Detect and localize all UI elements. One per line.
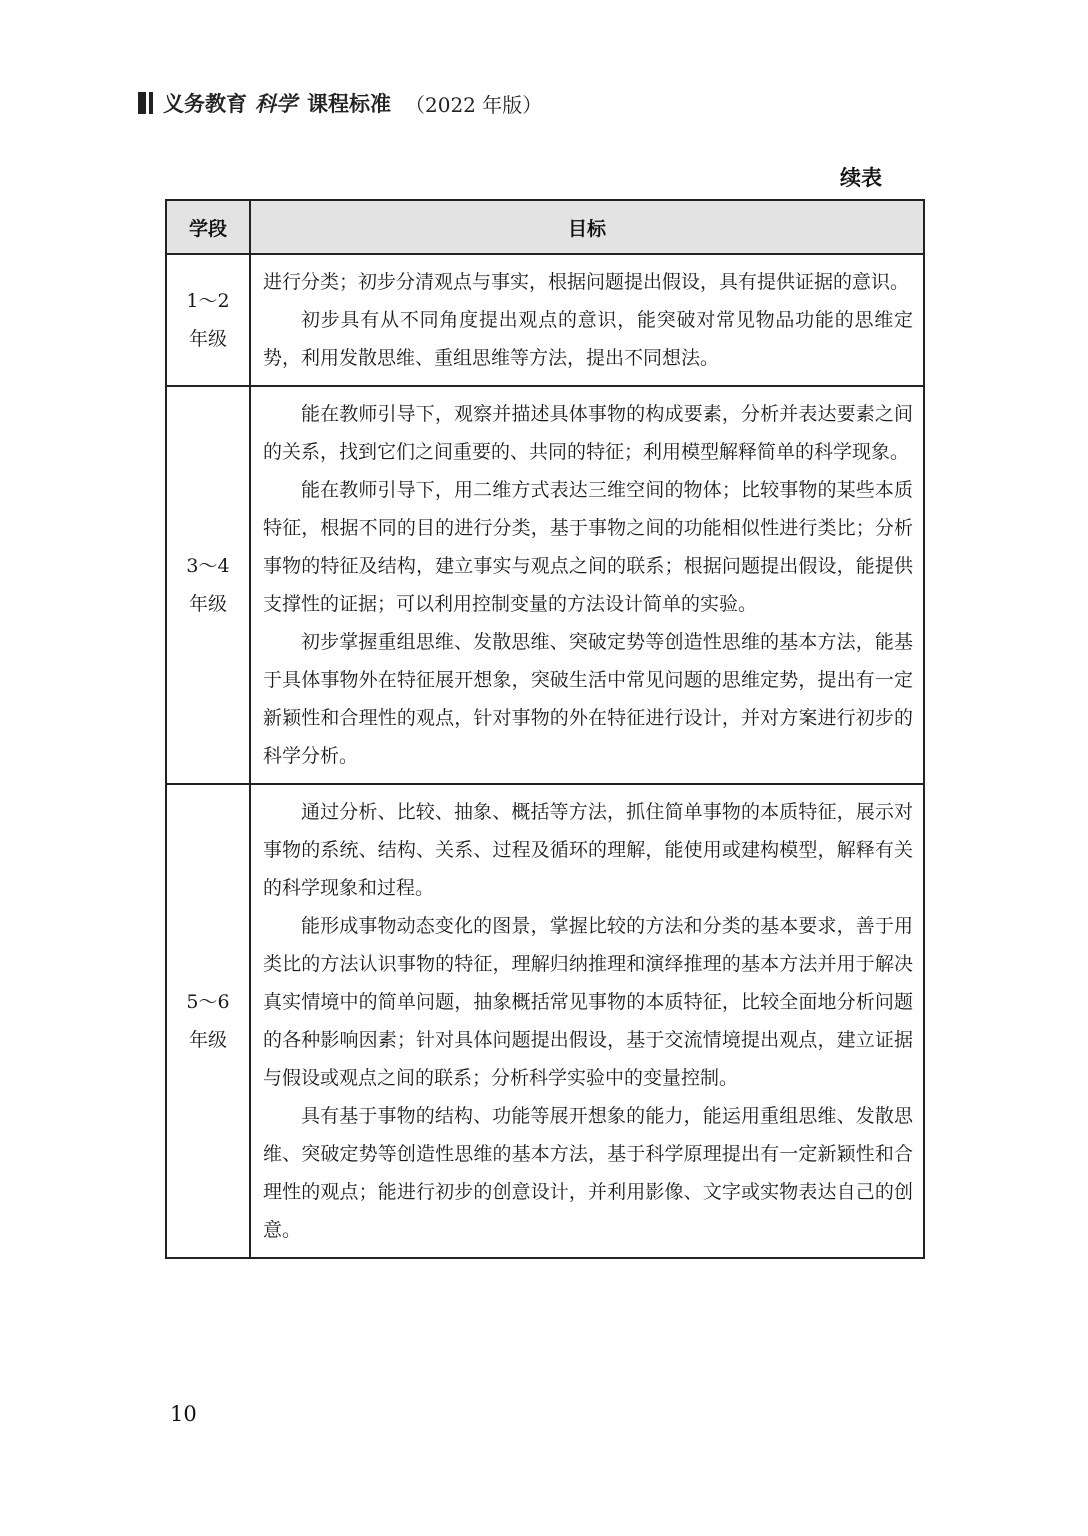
goal-paragraph: 初步具有从不同角度提出观点的意识，能突破对常见物品功能的思维定势，利用发散思维、重组思维等方法，提出不同想法。 (263, 309, 913, 369)
stage-cell (166, 254, 250, 386)
page-number: 10 (170, 1402, 197, 1426)
table-header-row (166, 200, 924, 254)
header-bar-icon (138, 92, 153, 114)
stage-unit: 年级 (188, 328, 227, 350)
goals-table (165, 199, 925, 1259)
table-continue-label: 续表 (840, 166, 882, 190)
running-header (138, 86, 542, 120)
stage-cell (166, 386, 250, 784)
goal-paragraph: 进行分类；初步分清观点与事实，根据问题提出假设，具有提供证据的意识。 (263, 271, 910, 293)
table-row (166, 784, 924, 1258)
column-header-goal: 目标 (250, 200, 924, 254)
stage-range: 3～4 (186, 555, 230, 577)
stage-unit: 年级 (188, 593, 227, 615)
stage-range: 1～2 (186, 290, 230, 312)
header-standard: 课程标准 (307, 91, 391, 116)
header-prefix: 义务教育 (163, 91, 247, 116)
stage-range: 5～6 (186, 991, 230, 1013)
table-row (166, 254, 924, 386)
header-subject: 科学 (255, 91, 297, 116)
goal-cell (250, 386, 924, 784)
header-edition: （2022 年版） (405, 92, 543, 117)
goal-cell (250, 784, 924, 1258)
stage-unit: 年级 (188, 1029, 227, 1051)
goal-paragraph: 能形成事物动态变化的图景，掌握比较的方法和分类的基本要求，善于用类比的方法认识事物的特征，理解归纳推理和演绎推理的基本方法并用于解决真实情境中的简单问题，抽象概括常见事物的本质特征，比较全面地分析问题的各种影响因素；针对具体问题提出假设，基于交流情境提出观点，建立证据与假设或观点之间的联系；分析科学实验中的变量控制。 (263, 915, 913, 1089)
goal-cell (250, 254, 924, 386)
column-header-stage: 学段 (166, 200, 250, 254)
stage-cell (166, 784, 250, 1258)
table-row (166, 386, 924, 784)
goal-paragraph: 具有基于事物的结构、功能等展开想象的能力，能运用重组思维、发散思维、突破定势等创造性思维的基本方法，基于科学原理提出有一定新颖性和合理性的观点；能进行初步的创意设计，并利用影像、文字或实物表达自己的创意。 (263, 1105, 913, 1241)
goal-paragraph: 通过分析、比较、抽象、概括等方法，抓住简单事物的本质特征，展示对事物的系统、结构、关系、过程及循环的理解，能使用或建构模型，解释有关的科学现象和过程。 (263, 801, 913, 899)
goal-paragraph: 能在教师引导下，用二维方式表达三维空间的物体；比较事物的某些本质特征，根据不同的目的进行分类，基于事物之间的功能相似性进行类比；分析事物的特征及结构，建立事实与观点之间的联系；根据问题提出假设，能提供支撑性的证据；可以利用控制变量的方法设计简单的实验。 (263, 479, 913, 615)
goal-paragraph: 能在教师引导下，观察并描述具体事物的构成要素，分析并表达要素之间的关系，找到它们之间重要的、共同的特征；利用模型解释简单的科学现象。 (263, 403, 913, 463)
goal-paragraph: 初步掌握重组思维、发散思维、突破定势等创造性思维的基本方法，能基于具体事物外在特征展开想象，突破生活中常见问题的思维定势，提出有一定新颖性和合理性的观点，针对事物的外在特征进行设计，并对方案进行初步的科学分析。 (263, 631, 913, 767)
